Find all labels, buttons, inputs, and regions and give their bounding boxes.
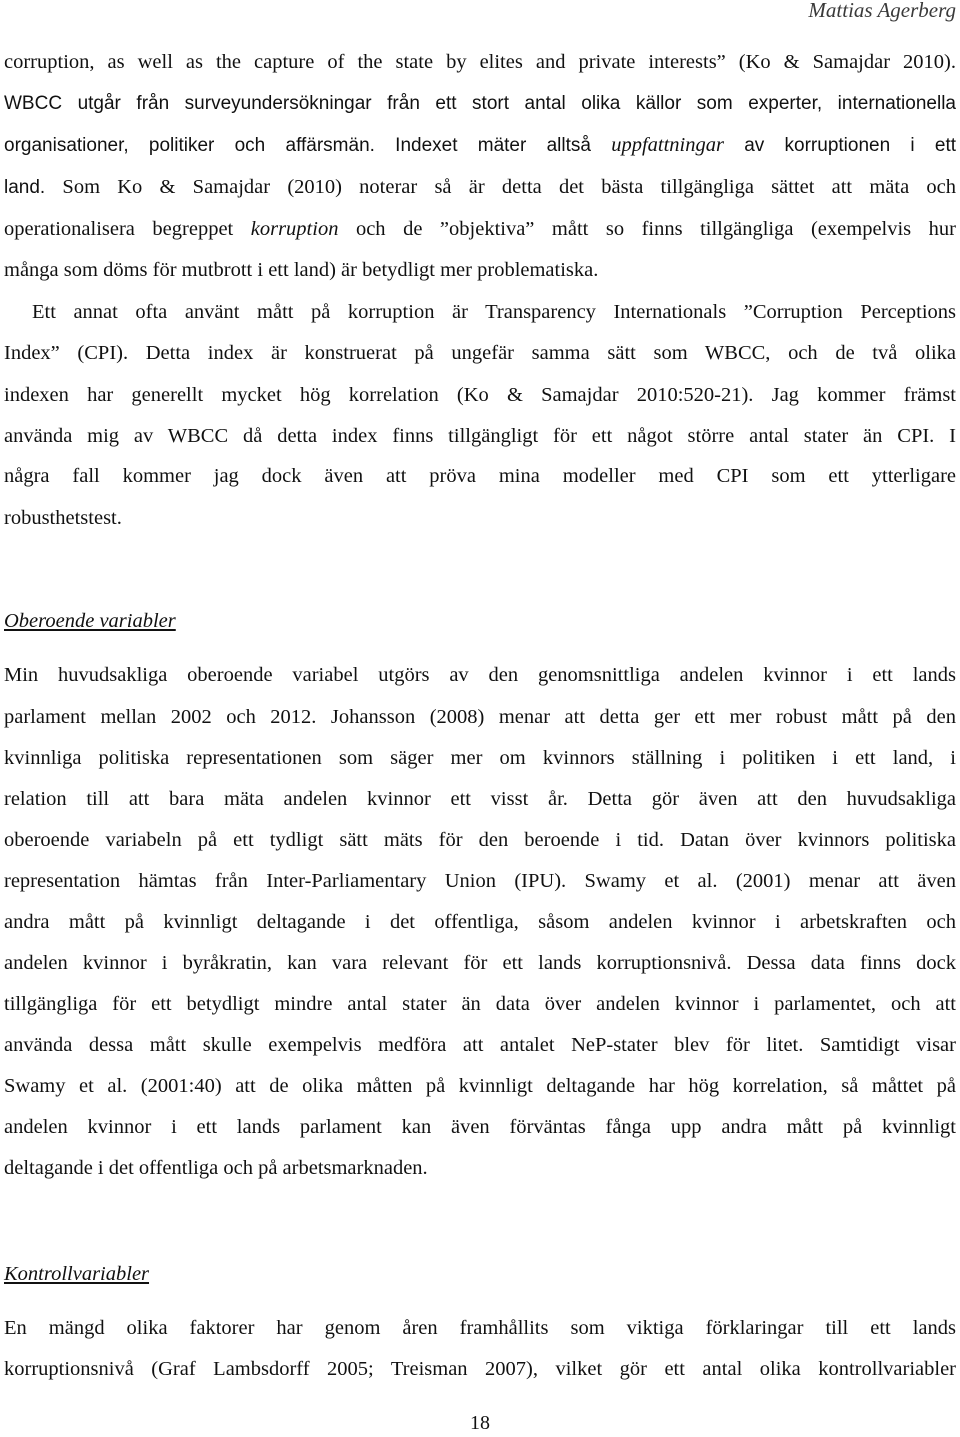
emphasis-text: korruption [250,218,339,240]
paragraph-line: korruptionsnivå (Graf Lambsdorff 2005; Treisman 2007), vilket gör ett antal olika kontrollvariabler [4,1358,956,1380]
paragraph-line: land. Som Ko & Samajdar (2010) noterar så är detta det bästa tillgängliga sättet att mäta och [4,176,956,198]
paragraph-line: En mängd olika faktorer har genom åren framhållits som viktiga förklaringar till ett lands [4,1317,956,1339]
page-number: 18 [470,1412,490,1434]
paragraph-line: Index” (CPI). Detta index är konstruerat på ungefär samma sätt som WBCC, och de två olika [4,342,956,364]
paragraph-line: organisationer, politiker och affärsmän. Indexet mäter alltså uppfattningar av korruptionen i ett [4,134,957,156]
paragraph-line: Swamy et al. (2001:40) att de olika måtten på kvinnligt deltagande har hög korrelation, så måttet på [4,1075,956,1097]
paragraph-line: andra mått på kvinnligt deltagande i det offentliga, såsom andelen kvinnor i arbetskraften och [4,911,956,933]
paragraph-line: andelen kvinnor i ett lands parlament kan även förväntas fånga upp andra mått på kvinnligt [4,1116,956,1138]
paragraph-line: Min huvudsakliga oberoende variabel utgörs av den genomsnittliga andelen kvinnor i ett lands [4,664,956,686]
paragraph-line: WBCC utgår från surveyundersökningar från ett stort antal olika källor som experter, internationella [4,93,956,114]
paragraph-line: Ett annat ofta använt mått på korruption är Transparency Internationals ”Corruption Perceptions [32,301,956,323]
paragraph-line: använda dessa mått skulle exempelvis medföra att antalet NeP-stater blev för litet. Samtidigt visar [4,1034,956,1056]
paragraph-line: kvinnliga politiska representationen som säger mer om kvinnors ställning i politiken i ett land, i [4,747,956,769]
paragraph-line: representation hämtas från Inter-Parliamentary Union (IPU). Swamy et al. (2001) menar att även [4,870,956,892]
paragraph-line: andelen kvinnor i byråkratin, kan vara relevant för ett lands korruptionsnivå. Dessa data finns dock [4,952,956,974]
paragraph-line: oberoende variabeln på ett tydligt sätt mäts för den beroende i tid. Datan över kvinnors politiska [4,829,956,851]
paragraph-line: robusthetstest. [4,507,122,529]
author-header: Mattias Agerberg [808,0,956,22]
paragraph-line: relation till att bara mäta andelen kvinnor ett visst år. Detta gör även att den huvudsakliga [4,788,956,810]
paragraph-line: indexen har generellt mycket hög korrelation (Ko & Samajdar 2010:520-21). Jag kommer främst [4,384,956,406]
paragraph-line: corruption, as well as the capture of the state by elites and private interests” (Ko & Samajdar 2010). [4,51,956,73]
paragraph-line: deltagande i det offentliga och på arbetsmarknaden. [4,1157,428,1179]
emphasis-text: uppfattningar [611,134,724,156]
paragraph-line: operationalisera begreppet korruption och de ”objektiva” mått so finns tillgängliga (exempelvis hur [4,218,956,240]
paragraph-line: använda mig av WBCC då detta index finns tillgängligt för ett något större antal stater än CPI. I [4,425,956,447]
paragraph-line: parlament mellan 2002 och 2012. Johansson (2008) menar att detta ger ett mer robust mått på den [4,706,956,728]
paragraph-line: många som döms för mutbrott i ett land) är betydligt mer problematiska. [4,259,599,281]
paragraph-line: några fall kommer jag dock även att pröva mina modeller med CPI som ett ytterligare [4,465,956,487]
section-heading: Oberoende variabler [4,610,176,632]
paragraph-line: tillgängliga för ett betydligt mindre antal stater än data över andelen kvinnor i parlamentet, och att [4,993,956,1015]
section-heading: Kontrollvariabler [4,1263,150,1285]
